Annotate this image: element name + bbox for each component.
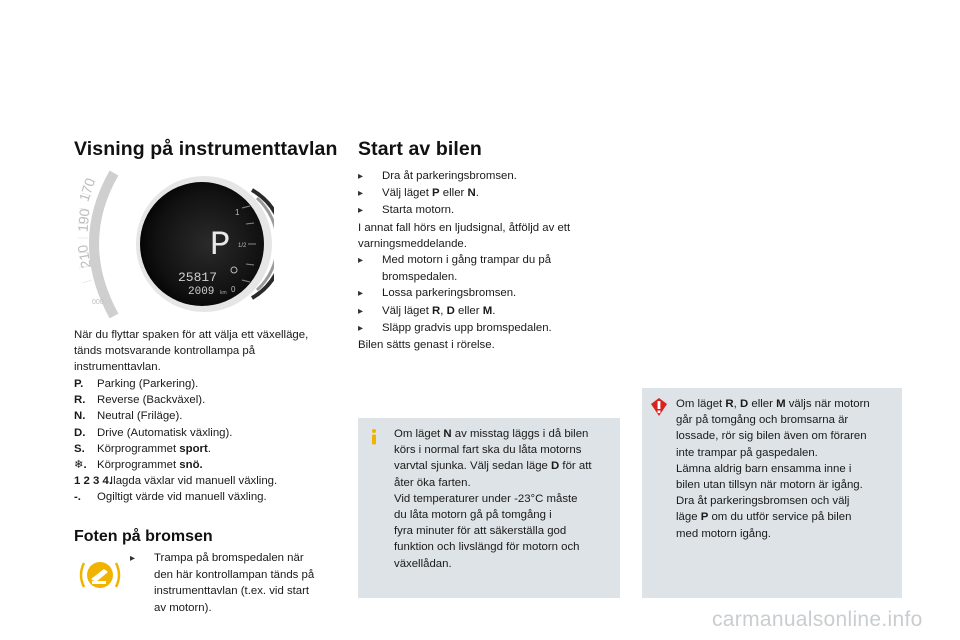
gear-item-manual: 1 2 3 4. Ilagda växlar vid manuell växling. <box>74 475 278 488</box>
bullet-arrow-icon: ▸ <box>358 322 364 334</box>
gear-item-r: R. Reverse (Backväxel). <box>74 394 206 407</box>
info-icon <box>366 428 382 446</box>
bullet-arrow-icon: ▸ <box>358 288 364 300</box>
gear-display-intro: När du flyttar spaken för att välja ett växelläge, tänds motsvarande kontrollampa på instrumenttavlan. <box>74 329 309 374</box>
speed-label-170: 170 <box>75 176 99 204</box>
odometer-readout: 25817 <box>178 270 218 285</box>
gear-item-snow: ❄. Körprogrammet snö. <box>74 457 354 473</box>
trip-unit: km <box>220 290 227 296</box>
bullet-arrow-icon: ▸ <box>130 553 136 564</box>
brake-instruction: ▸ Trampa på bromspedalen när den här kontrollampan tänds på instrumenttavlan (t.ex. vid start av motorn). <box>130 552 315 614</box>
gear-item-invalid: -. Ogiltigt värde vid manuell växling. <box>74 491 267 504</box>
speed-label-000: 000 <box>92 299 104 306</box>
gear-item-p: P. Parking (Parkering). <box>74 378 199 390</box>
warning-note-box: Om läget R, D eller M väljs när motorn går på tomgång och bromsarna är lossade, rör sig bilen även om föraren inte trampar på gaspedalen. Lämna aldrig barn ensamma inne i bilen utan tillsyn när motorn är igång. Dra åt parkeringsbromsen och välj läge P om du utför service på bilen med motorn igång. <box>642 388 902 598</box>
warning-exclamation-icon <box>650 397 668 417</box>
info-note-box: Om läget N av misstag läggs i då bilen körs i normal fart ska du låta motorns varvtal sjunka. Välj sedan läge D för att åter öka farten. Vid temperaturer under -23°C måste du låta motorn gå på tomgång i fyra minuter för att säkerställa god funktion och livslängd för motorn och växellådan. <box>358 418 620 598</box>
start-instructions: ▸ Dra åt parkeringsbromsen. ▸ Välj läget P eller N. ▸ Starta motorn. I annat fall hörs en ljudsignal, åtföljd av ett varningsmeddelande. ▸ Med motorn i gång trampar du på bromspedalen. ▸ Lossa parkeringsbromsen. ▸ Välj läget R, D eller M. ▸ Släpp gradvis upp bromspedalen. Bilen sätts genast i rörelse. <box>358 170 571 352</box>
gear-indicator: P <box>210 227 231 265</box>
bullet-arrow-icon: ▸ <box>358 171 364 182</box>
gear-item-s: S. Körprogrammet sport. <box>74 442 211 455</box>
gear-list <box>74 376 354 506</box>
snowflake-icon: ❄. <box>74 459 87 472</box>
section-title-display: Visning på instrumenttavlan <box>74 138 338 160</box>
gear-item-d: D. Drive (Automatisk växling). <box>74 426 233 439</box>
bullet-arrow-icon: ▸ <box>358 305 364 317</box>
fuel-scale-half: 1/2 <box>238 243 247 249</box>
footer-watermark[interactable]: carmanualsonline.info <box>712 608 923 631</box>
speed-label-190: 190 <box>74 207 93 233</box>
instrument-cluster-illustration <box>74 168 274 320</box>
bullet-arrow-icon: ▸ <box>358 205 364 217</box>
section-title-start: Start av bilen <box>358 138 482 160</box>
bullet-arrow-icon: ▸ <box>358 255 364 267</box>
fuel-scale-full: 1 <box>235 208 240 217</box>
bullet-arrow-icon: ▸ <box>358 188 364 200</box>
fuel-scale-empty: 0 <box>231 285 236 294</box>
speed-label-210: 210 <box>74 243 94 270</box>
section-title-brake: Foten på bromsen <box>74 528 213 545</box>
trip-readout: 2009 <box>188 286 215 298</box>
brake-pedal-warning-icon <box>78 557 122 593</box>
gear-item-n: N. Neutral (Friläge). <box>74 410 183 423</box>
